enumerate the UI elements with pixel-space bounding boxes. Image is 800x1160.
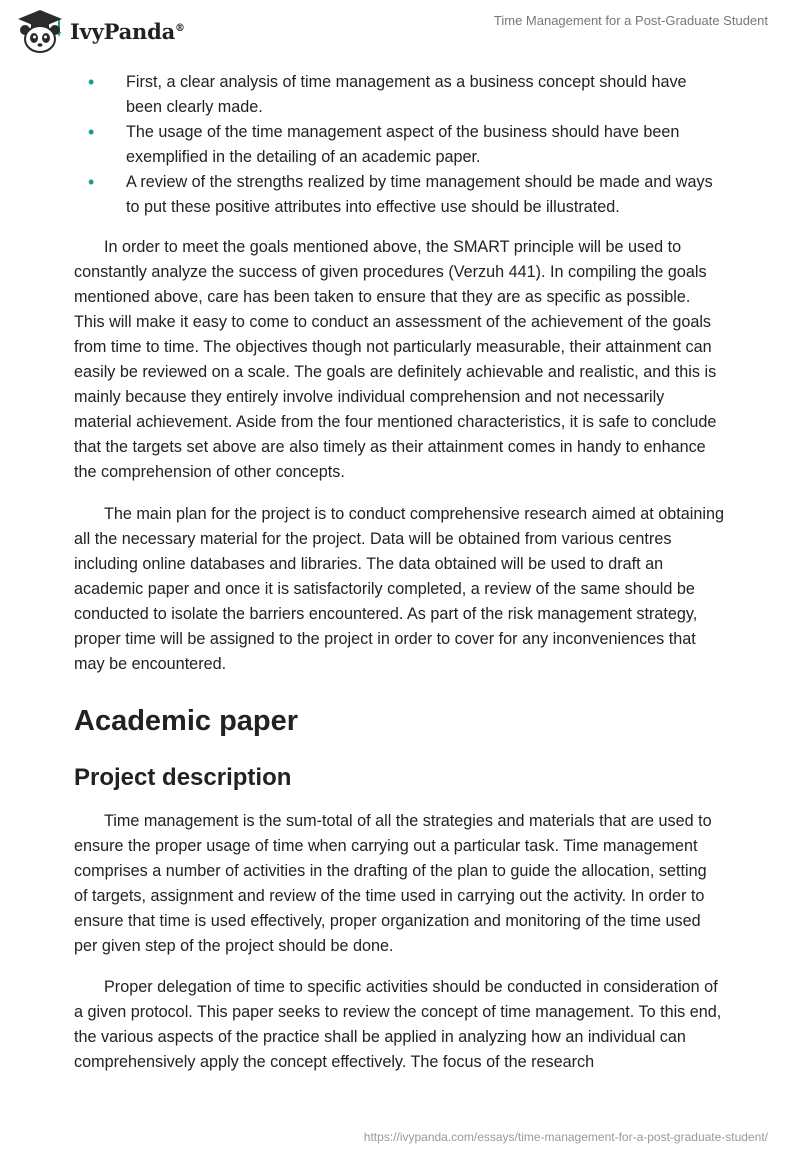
paragraph: In order to meet the goals mentioned above, the SMART principle will be used to constantly analyze the success of given procedures (Verzuh 441). In compiling the goals mentioned above, care has been taken to ensure that they are as specific as possible. This will make it easy to come to conduct an assessment of the achievement of the goals from time to time. The objectives though not particularly measurable, their attainment can easily be reviewed on a scale. The goals are definitely achievable and realistic, and this is mainly because they entirely involve individual comprehension and not necessarily material achievement. Aside from the four mentioned characteristics, it is safe to conclude that the targets set above are also timely as their attainment comes in handy to enhance the comprehension of other concepts. <box>74 238 717 481</box>
logo[interactable] <box>14 8 185 54</box>
list-item: • First, a clear analysis of time management as a business concept should have been clearly made. <box>88 72 687 116</box>
subsection-heading: Project description <box>74 764 292 791</box>
article-body <box>74 70 724 1075</box>
paragraph: The main plan for the project is to conduct comprehensive research aimed at obtaining all the necessary material for the project. Data will be obtained from various centres including online databases and libraries. The data obtained will be used to draft an academic paper and once it is satisfactorily completed, a review of the same should be conducted to isolate the barriers encountered. As part of the risk management strategy, proper time will be assigned to the project in order to cover for any inconveniences that may be encountered. <box>74 505 724 673</box>
bullet-icon: • <box>88 172 95 192</box>
list-item: • The usage of the time management aspect of the business should have been exemplified in the detailing of an academic paper. <box>88 122 680 166</box>
paragraph: Proper delegation of time to specific activities should be conducted in consideration of a given protocol. This paper seeks to review the concept of time management. To this end, the various aspects of the practice shall be applied in analyzing how an individual can comprehensively apply the concept effectively. The focus of the research <box>74 978 722 1071</box>
page-header <box>0 0 800 64</box>
source-url[interactable]: https://ivypanda.com/essays/time-management-for-a-post-graduate-student/ <box>363 1130 768 1144</box>
goals-list <box>74 70 724 220</box>
bullet-icon: • <box>88 72 95 92</box>
section-heading: Academic paper <box>74 705 299 737</box>
document-title: Time Management for a Post-Graduate Student <box>493 13 768 28</box>
bullet-icon: • <box>88 122 95 142</box>
brand-name: IvyPanda® <box>70 18 185 44</box>
paragraph: Time management is the sum-total of all the strategies and materials that are used to ensure the proper usage of time when carrying out a particular task. Time management comprises a number of activities in the drafting of the plan to guide the allocation, setting of targets, assignment and review of the time used in carrying out the activity. In order to ensure that time is used effectively, proper organization and monitoring of the time used per given step of the project should be done. <box>74 812 712 955</box>
list-item: • A review of the strengths realized by time management should be made and ways to put these positive attributes into effective use should be illustrated. <box>88 172 713 216</box>
panda-graduate-icon <box>14 8 66 54</box>
